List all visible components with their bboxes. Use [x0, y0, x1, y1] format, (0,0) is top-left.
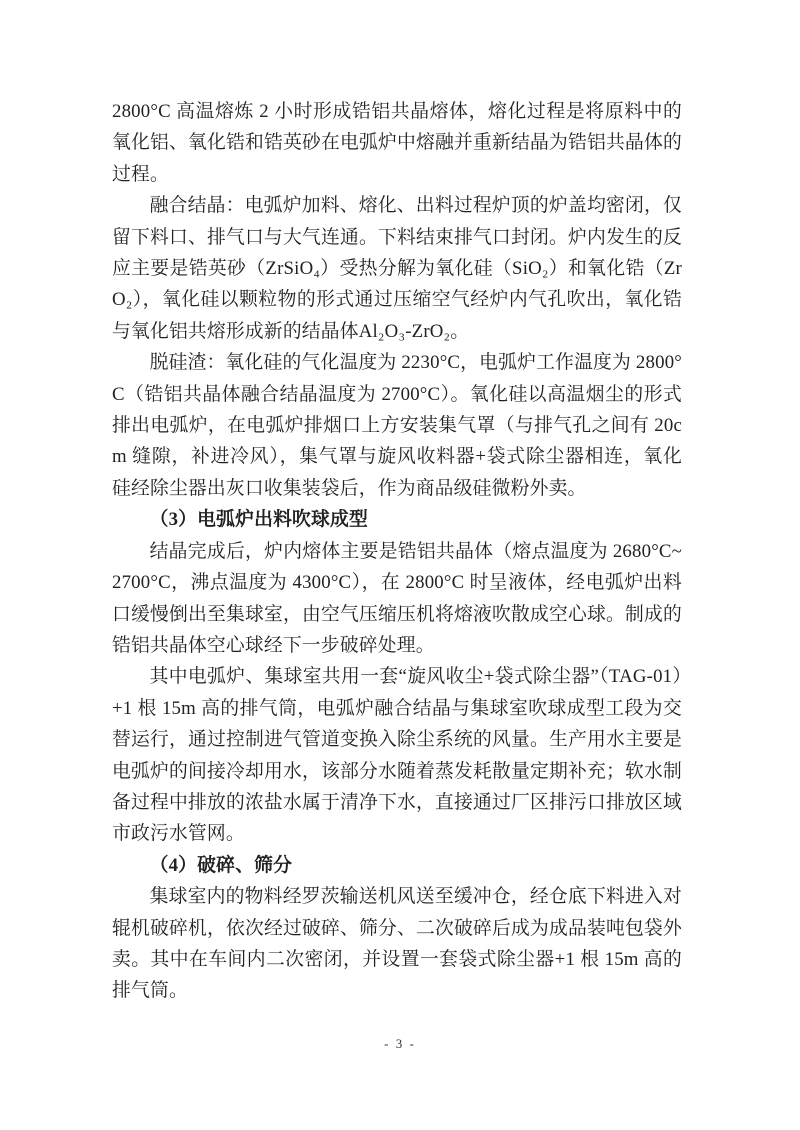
paragraph-blow-molding-process: 结晶完成后，炉内熔体主要是锆铝共晶体（熔点温度为 2680°C~2700°C，沸点温度为 4300°C），在 2800°C 时呈液体，经电弧炉出料口缓慢倒出至集球室，由空气压缩压机将熔液吹散成空心球。制成的锆铝共晶体空心球经下一步破碎处理。: [112, 540, 682, 656]
paragraph-desilication-slag: 脱硅渣：氧化硅的气化温度为 2230°C，电弧炉工作温度为 2800°C（锆铝共晶体融合结晶温度为 2700°C）。氧化硅以高温烟尘的形式排出电弧炉，在电弧炉排烟口上方安装集气罩（与排气孔之间有 20cm 缝隙，补进冷风），集气罩与旋风收料器+袋式除尘器相连，氧化硅经除尘器出灰口收集装袋后，作为商品级硅微粉外卖。: [112, 352, 682, 499]
paragraph-crushing-screening-process: 集球室内的物料经罗茨输送机风送至缓冲仓，经仓底下料进入对辊机破碎机，依次经过破碎、筛分、二次破碎后成为成品装吨包袋外卖。其中在车间内二次密闭，并设置一套袋式除尘器+1 根 15m 高的排气筒。: [112, 886, 682, 1002]
page-number: - 3 -: [384, 1036, 416, 1051]
paragraph-fusion-crystallization: 融合结晶：电弧炉加料、熔化、出料过程炉顶的炉盖均密闭，仅留下料口、排气口与大气连通。下料结束排气口封闭。炉内发生的反应主要是锆英砂（ZrSiO₄）受热分解为氧化硅（SiO₂）和氧化锆（ZrO₂），氧化硅以颗粒物的形式通过压缩空气经炉内气孔吹出，氧化锆与氧化铝共熔形成新的结晶体Al₂O₃-ZrO₂。: [112, 195, 682, 342]
section-heading-3-blow-molding: （3）电弧炉出料吹球成型: [149, 509, 368, 531]
paragraph-dust-collection-water-use: 其中电弧炉、集球室共用一套“旋风收尘+袋式除尘器”（TAG-01）+1 根 15m 高的排气筒，电弧炉融合结晶与集球室吹球成型工段为交替运行，通过控制进气管道变换入除尘系统的风量。生产用水主要是电弧炉的间接冷却用水，该部分水随着蒸发耗散量定期补充；软水制备过程中排放的浓盐水属于清净下水，直接通过厂区排污口排放区域市政污水管网。: [112, 666, 682, 845]
section-heading-4-crushing-screening: （4）破碎、筛分: [149, 854, 293, 876]
document-body: [112, 96, 682, 1007]
paragraph-continued-from-previous-page: 2800°C 高温熔炼 2 小时形成锆铝共晶熔体，熔化过程是将原料中的氧化铝、氧化锆和锆英砂在电弧炉中熔融并重新结晶为锆铝共晶体的过程。: [112, 101, 682, 185]
